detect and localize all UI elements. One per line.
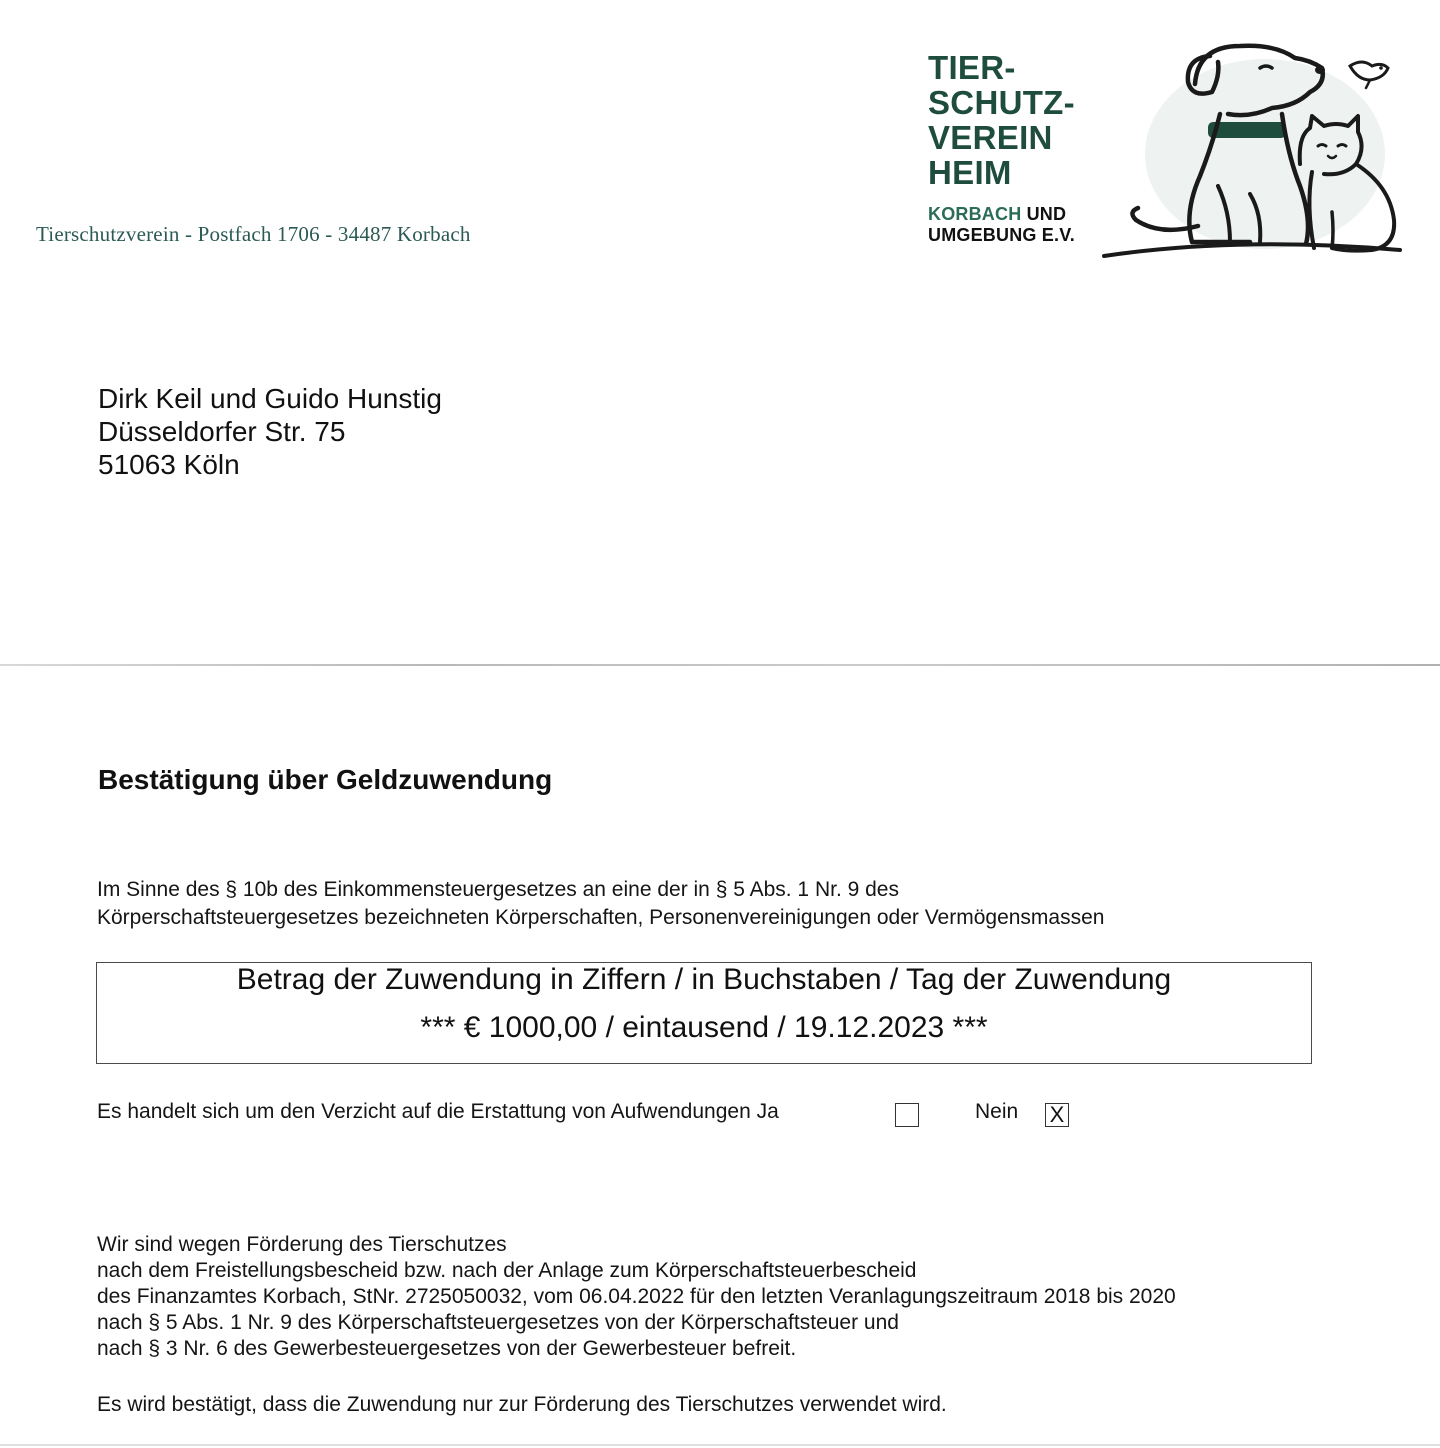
dog-and-cat-illustration-icon: [1100, 36, 1410, 266]
waiver-statement: Es handelt sich um den Verzicht auf die Erstattung von Aufwendungen Ja: [97, 1100, 779, 1123]
logo-subtitle-und: UND: [1021, 204, 1067, 224]
tax-exemption-paragraph: [97, 1232, 1176, 1362]
logo-subtitle: [928, 204, 1075, 246]
recipient-address: [98, 382, 442, 481]
exemption-line: nach dem Freistellungsbescheid bzw. nach der Anlage zum Körperschaftsteuerbescheid: [97, 1259, 917, 1282]
exemption-line: des Finanzamtes Korbach, StNr. 2725050032, vom 06.04.2022 für den letzten Veranlagungszeitraum 2018 bis 2020: [97, 1285, 1176, 1308]
nein-checkbox[interactable]: X: [1045, 1103, 1069, 1127]
page-bottom-edge: [0, 1444, 1440, 1446]
exemption-line: nach § 5 Abs. 1 Nr. 9 des Körperschaftsteuergesetzes von der Körperschaftsteuer und: [97, 1311, 899, 1334]
logo-title: [928, 50, 1075, 190]
document-heading: Bestätigung über Geldzuwendung: [98, 764, 553, 795]
exemption-line: Wir sind wegen Förderung des Tierschutzes: [97, 1233, 507, 1256]
intro-paragraph: [97, 876, 1104, 932]
usage-confirmation: Es wird bestätigt, dass die Zuwendung nur zur Förderung des Tierschutzes verwendet wird.: [97, 1393, 947, 1416]
amount-box-header: Betrag der Zuwendung in Ziffern / in Buchstaben / Tag der Zuwendung: [236, 963, 1172, 996]
logo-title-line: HEIM: [928, 154, 1012, 191]
fold-line: [0, 664, 1440, 666]
intro-line: Im Sinne des § 10b des Einkommensteuergesetzes an eine der in § 5 Abs. 1 Nr. 9 des: [97, 878, 899, 901]
logo-title-line: SCHUTZ-: [928, 84, 1075, 121]
amount-box-value: *** € 1000,00 / eintausend / 19.12.2023 ***: [420, 1011, 988, 1044]
donation-amount-box: [96, 962, 1312, 1064]
logo-title-line: VEREIN: [928, 119, 1053, 156]
logo-subtitle-city: KORBACH: [928, 204, 1022, 224]
ja-checkbox[interactable]: [895, 1103, 919, 1127]
logo-title-line: TIER-: [928, 49, 1016, 86]
nein-label: Nein: [975, 1100, 1019, 1123]
logo-subtitle-line2: UMGEBUNG E.V.: [928, 225, 1075, 245]
recipient-street: Düsseldorfer Str. 75: [98, 416, 346, 447]
recipient-name: Dirk Keil und Guido Hunstig: [98, 383, 442, 414]
intro-line: Körperschaftsteuergesetzes bezeichneten Körperschaften, Personenvereinigungen oder Vermögensmassen: [97, 906, 1105, 929]
sender-address-line: Tierschutzverein - Postfach 1706 - 34487 Korbach: [36, 222, 471, 246]
recipient-city: 51063 Köln: [98, 449, 240, 480]
exemption-line: nach § 3 Nr. 6 des Gewerbesteuergesetzes von der Gewerbesteuer befreit.: [97, 1337, 797, 1360]
